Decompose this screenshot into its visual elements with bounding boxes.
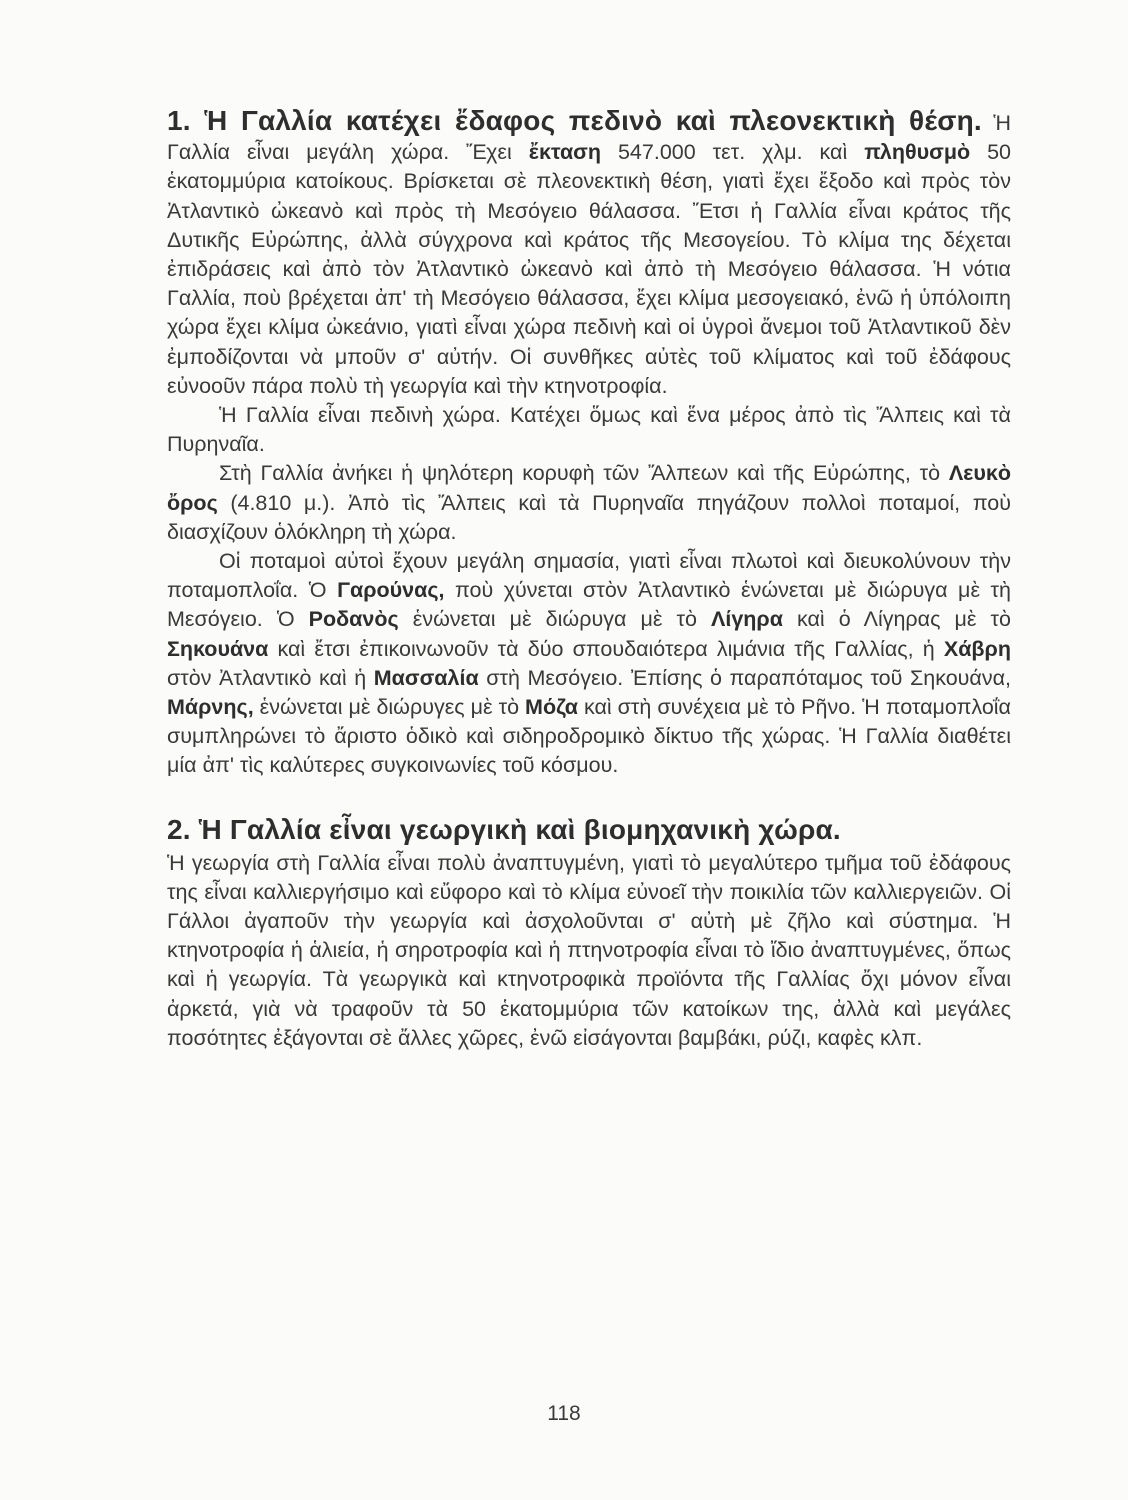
term-garounas: Γαρούνας, bbox=[337, 578, 445, 603]
section-2 bbox=[167, 811, 1011, 1053]
section-1-paragraph-2: Ἡ Γαλλία εἶναι πεδινὴ χώρα. Κατέχει ὅμως καὶ ἕνα μέρος ἀπὸ τὶς Ἄλπεις καὶ τὰ Πυρηναῖα. bbox=[167, 403, 1011, 457]
term-havri: Χάβρη bbox=[943, 636, 1011, 661]
term-ligiras: Λίγηρα bbox=[711, 607, 783, 632]
section-1-number: 1. bbox=[167, 105, 191, 136]
text-run: ἑνώνεται μὲ διώρυγα μὲ τὸ bbox=[398, 607, 711, 632]
section-1-paragraph-1 bbox=[167, 106, 1011, 401]
section-2-number: 2. bbox=[167, 813, 191, 845]
term-lefko-oros: Λευκὸ ὄρος bbox=[167, 461, 1011, 515]
term-moza: Μόζα bbox=[525, 695, 578, 720]
text-run: Οἱ ποταμοὶ αὐτοὶ ἔχουν μεγάλη σημασία, γιατὶ εἶναι πλωτοὶ καὶ διευκολύνουν τὴν ποταμοπλοΐα. Ὁ bbox=[167, 549, 1011, 603]
text-run: ποὺ χύνεται στὸν Ἀτλαντικὸ ἑνώνεται μὲ διώρυγα μὲ τὴ Μεσόγειο. Ὁ bbox=[167, 578, 1011, 632]
section-1 bbox=[167, 106, 1011, 781]
text-run: ἑνώνεται μὲ διώρυγες μὲ τὸ bbox=[253, 695, 526, 720]
text-run: καὶ ὁ Λίγηρας μὲ τὸ bbox=[782, 607, 1012, 632]
page-content bbox=[167, 105, 1012, 1053]
text-run: Στὴ Γαλλία ἀνήκει ἡ ψηλότερη κορυφὴ τῶν Ἄλπεων καὶ τῆς Εὐρώπης, τὸ bbox=[219, 461, 949, 486]
term-sikouana: Σηκουάνα bbox=[167, 636, 269, 661]
text-run: (4.810 μ.). Ἀπὸ τὶς Ἄλπεις καὶ τὰ Πυρηναῖα πηγάζουν πολλοὶ ποταμοί, ποὺ διασχίζουν ὁλόκληρη τὴ χώρα. bbox=[167, 490, 1011, 544]
term-marnis: Μάρνης, bbox=[167, 695, 254, 720]
section-1-paragraph-4 bbox=[167, 547, 1011, 781]
text-run: Ἡ Γαλλία εἶναι μεγάλη χώρα. Ἔχει bbox=[167, 111, 1011, 165]
section-2-heading bbox=[167, 811, 1011, 849]
section-1-paragraph-3 bbox=[167, 459, 1011, 547]
text-run: στὸν Ἀτλαντικὸ καὶ ἡ bbox=[167, 665, 374, 690]
section-1-heading bbox=[167, 105, 982, 136]
term-ektasi: ἔκταση bbox=[528, 140, 601, 165]
term-rodanos: Ροδανὸς bbox=[308, 607, 399, 632]
text-run: καὶ ἔτσι ἐπικοινωνοῦν τὰ δύο σπουδαιότερα λιμάνια τῆς Γαλλίας, ἡ bbox=[268, 636, 944, 661]
section-2-paragraph-1: Ἡ γεωργία στὴ Γαλλία εἶναι πολὺ ἀναπτυγμένη, γιατὶ τὸ μεγαλύτερο τμῆμα τοῦ ἐδάφους της εἶναι καλλιεργήσιμο καὶ εὔφορο καὶ τὸ κλίμα εὐνοεῖ τὴν ποικιλία τῶν καλλιεργειῶν. Οἱ Γάλλοι ἀγαποῦν τὴν γεωργία καὶ ἀσχολοῦνται σ' αὐτὴ μὲ ζῆλο καὶ σύστημα. Ἡ κτηνοτροφία ἡ ἁλιεία, ἡ σηροτροφία καὶ ἡ πτηνοτροφία εἶναι τὸ ἴδιο ἀναπτυγμένες, ὅπως καὶ ἡ γεωργία. Τὰ γεωργικὰ καὶ κτηνοτροφικὰ προϊόντα τῆς Γαλλίας ὄχι μόνον εἶναι ἀρκετά, γιὰ νὰ τραφοῦν τὰ 50 ἑκατομμύρια τῶν κατοίκων της, ἀλλὰ καὶ μεγάλες ποσότητες ἐξάγονται σὲ ἄλλες χῶρες, ἐνῶ εἰσάγονται βαμβάκι, ρύζι, καφὲς κλπ. bbox=[167, 850, 1011, 1050]
term-massalia: Μασσαλία bbox=[373, 665, 479, 690]
page-number: 118 bbox=[547, 1402, 581, 1425]
text-run: 50 ἑκατομμύρια κατοίκους. Βρίσκεται σὲ πλεονεκτικὴ θέση, γιατὶ ἔχει ἔξοδο καὶ πρὸς τὸν Ἀτλαντικὸ ὠκεανὸ καὶ πρὸς τὴ Μεσόγειο θάλασσα. Ἔτσι ἡ Γαλλία εἶναι κράτος τῆς Δυτικῆς Εὐρώπης, ἀλλὰ σύγχρονα καὶ κράτος τῆς Μεσογείου. Τὸ κλίμα της δέχεται ἐπιδράσεις καὶ ἀπὸ τὸν Ἀτλαντικὸ ὠκεανὸ καὶ ἀπὸ τὴ Μεσόγειο θάλασσα. Ἡ νότια Γαλλία, ποὺ βρέχεται ἀπ' τὴ Μεσόγειο θάλασσα, ἔχει κλίμα μεσογειακό, ἐνῶ ἡ ὑπόλοιπη χώρα ἔχει κλίμα ὠκεάνιο, γιατὶ εἶναι χώρα πεδινὴ καὶ οἱ ὑγροὶ ἄνεμοι τοῦ Ἀτλαντικοῦ δὲν ἐμποδίζονται νὰ μποῦν σ' αὐτήν. Οἱ συνθῆκες αὐτὲς τοῦ κλίματος καὶ τοῦ ἐδάφους εὐνοοῦν πάρα πολὺ τὴ γεωργία καὶ τὴν κτηνοτροφία. bbox=[167, 140, 1011, 398]
text-run: 547.000 τετ. χλμ. καὶ bbox=[601, 140, 865, 165]
text-run: καὶ στὴ συνέχεια μὲ τὸ Ρῆνο. Ἡ ποταμοπλοΐα συμπληρώνει τὸ ἄριστο ὁδικὸ καὶ σιδηροδρομικὸ δίκτυο τῆς χώρας. Ἡ Γαλλία διαθέτει μία ἀπ' τὶς καλύτερες συγκοινωνίες τοῦ κόσμου. bbox=[167, 695, 1011, 778]
section-1-title-line-1: Ἡ Γαλλία κατέχει ἔδαφος πεδινὸ καὶ πλεονεκτικὴ bbox=[204, 105, 896, 136]
text-run: στὴ Μεσόγειο. Ἐπίσης ὁ παραπόταμος τοῦ Σηκουάνα, bbox=[478, 665, 1011, 690]
term-plithysmo: πληθυσμὸ bbox=[864, 140, 971, 165]
section-1-title-line-2: θέση. bbox=[909, 105, 982, 136]
section-2-title: Ἡ Γαλλία εἶναι γεωργικὴ καὶ βιομηχανικὴ χώρα. bbox=[198, 813, 841, 845]
